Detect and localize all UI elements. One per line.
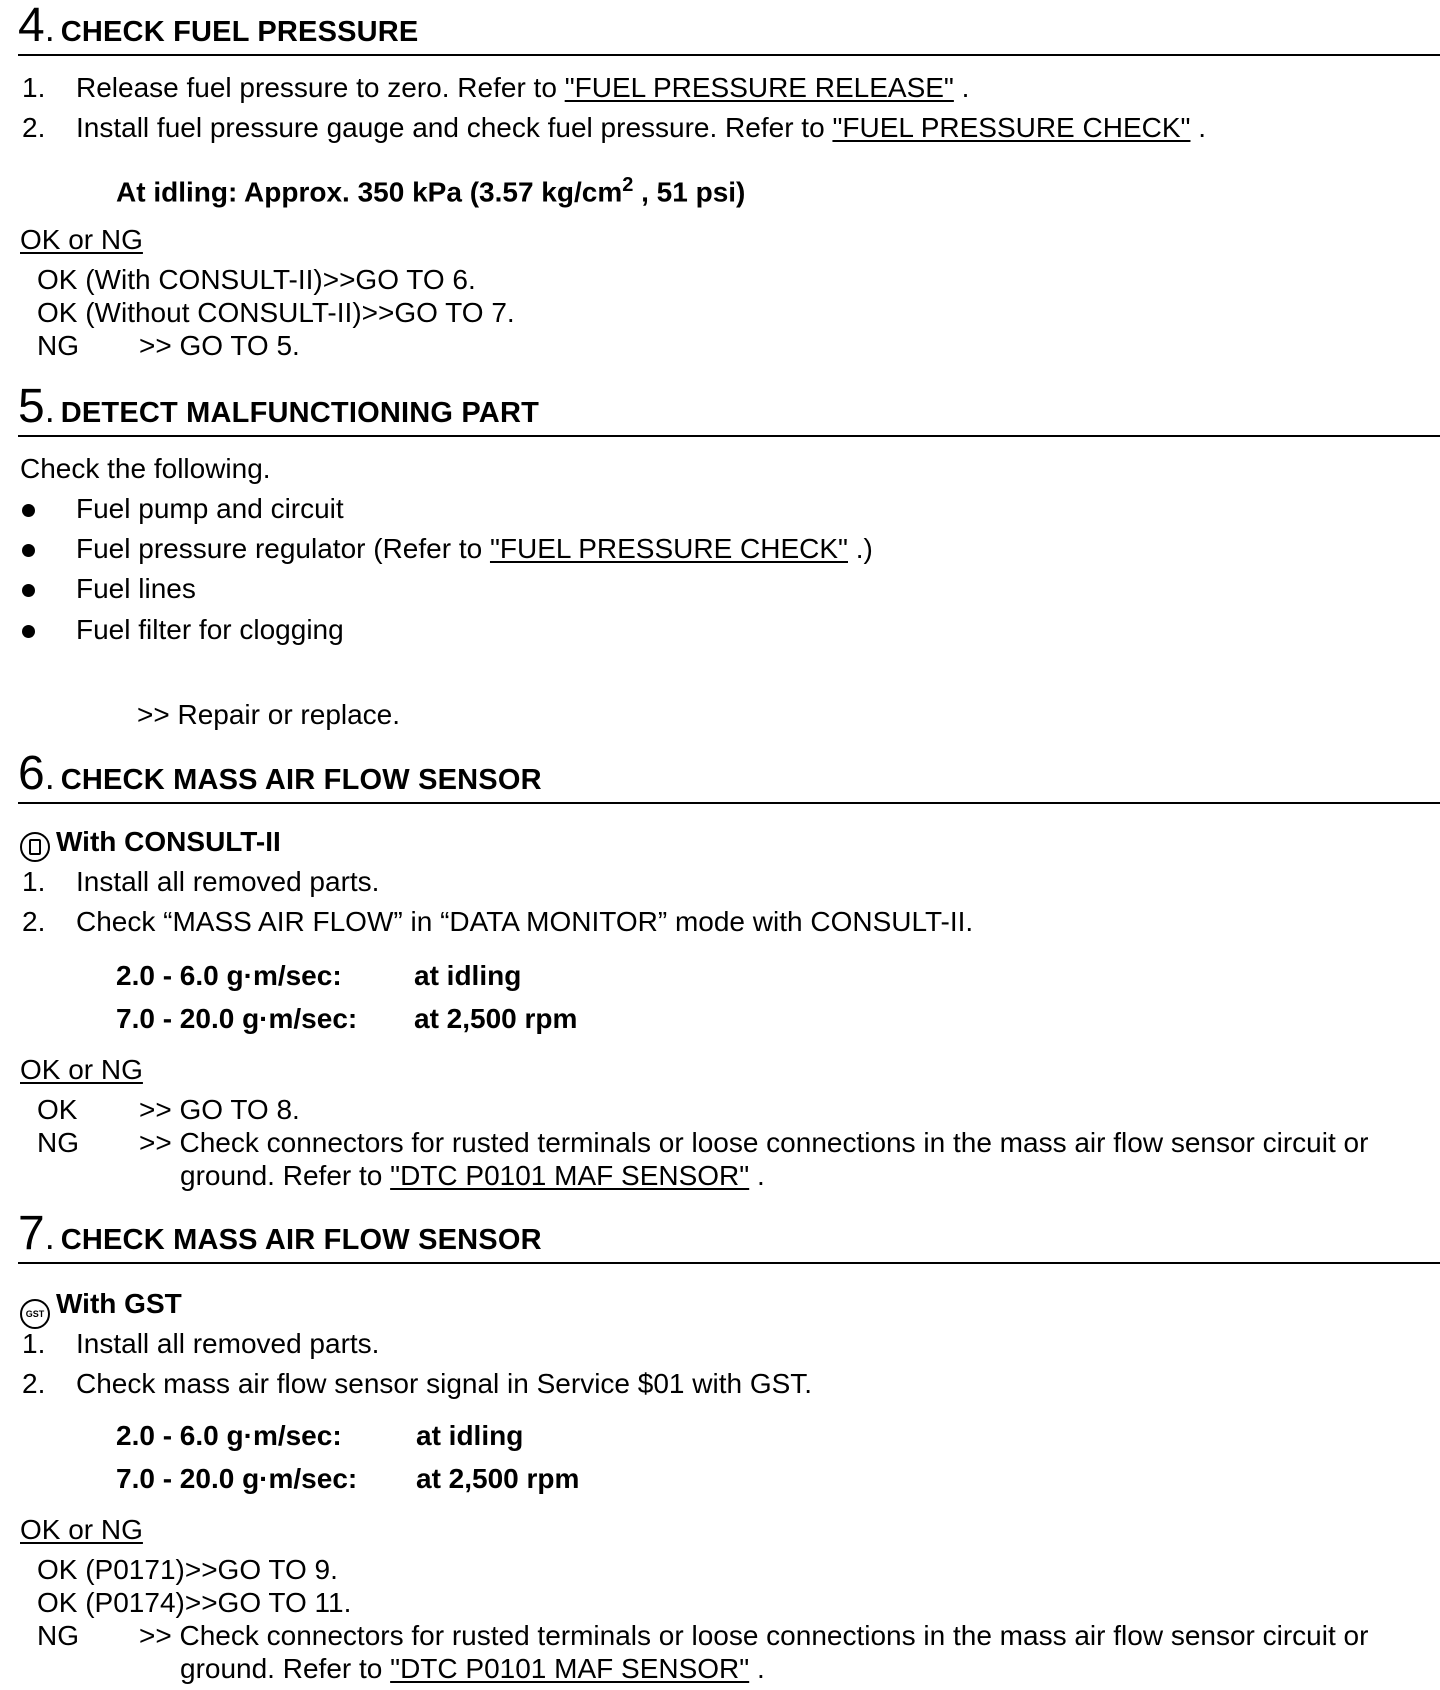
consult-ii-icon — [20, 832, 50, 862]
spec-condition: at idling — [414, 960, 522, 991]
spec-value: 2.0 - 6.0 g·m/sec: — [116, 1420, 342, 1451]
section-4-number: 4. — [18, 0, 55, 52]
result-ok-consult: OK (With CONSULT-II)>>GO TO 6. — [37, 264, 476, 295]
section-4-header — [18, 2, 1440, 56]
result-action: >> Check connectors for rusted terminals or loose connections in the mass air flow sensor circuit or — [139, 1127, 1369, 1158]
section-5-number: 5. — [18, 380, 55, 433]
list-item-text: Fuel lines — [76, 573, 196, 604]
consult-mode-heading: With CONSULT-II — [20, 826, 281, 862]
spec-value: 7.0 - 20.0 g·m/sec: — [116, 1003, 358, 1034]
gst-mode-heading: GST With GST — [20, 1288, 182, 1329]
section-5-header — [18, 380, 1440, 437]
spec-condition: at 2,500 rpm — [414, 1003, 578, 1034]
ok-or-ng-label: OK or NG — [20, 1514, 143, 1545]
step-text: Install all removed parts. — [76, 866, 380, 897]
section-6-title: CHECK MASS AIR FLOW SENSOR — [60, 764, 542, 796]
maf-spec-2500 — [116, 1463, 580, 1495]
section-4-steps — [18, 72, 1440, 172]
step-text: Check “MASS AIR FLOW” in “DATA MONITOR” mode with CONSULT-II. — [76, 906, 974, 937]
maf-spec-2500 — [116, 1003, 578, 1035]
fuel-pressure-spec: At idling: Approx. 350 kPa (3.57 $kg/cm^2$ , 51 psi) — [116, 174, 746, 208]
step-number: 2. — [22, 906, 46, 937]
bullet-icon — [22, 504, 35, 517]
list-item-text: Fuel pressure regulator (Refer to "FUEL PRESSURE CHECK" .) — [76, 533, 873, 564]
spec-value: 2.0 - 6.0 g·m/sec: — [116, 960, 342, 991]
fuel-pressure-check-link[interactable]: "FUEL PRESSURE CHECK" — [832, 112, 1191, 143]
bullet-icon — [22, 544, 35, 557]
result-action: >> GO TO 8. — [139, 1094, 300, 1125]
check-intro: Check the following. — [20, 453, 271, 484]
result-ok-p0171: OK (P0171)>>GO TO 9. — [37, 1554, 338, 1585]
step-number: 2. — [22, 112, 46, 143]
step-text: Install all removed parts. — [76, 1328, 380, 1359]
section-6-number: 6. — [18, 747, 55, 800]
list-item-text: Fuel filter for clogging — [76, 614, 344, 645]
step-number: 1. — [22, 72, 46, 103]
section-4 — [18, 2, 1440, 56]
result-action: >> Check connectors for rusted terminals or loose connections in the mass air flow sensor circuit or — [139, 1620, 1369, 1651]
repair-action: >> Repair or replace. — [137, 699, 401, 730]
section-5 — [18, 380, 1440, 437]
result-label: NG — [37, 1127, 79, 1158]
section-7-number: 7. — [18, 1207, 55, 1260]
section-7 — [18, 1207, 1440, 1264]
maf-spec-idle — [116, 1420, 524, 1452]
list-item-text: Fuel pump and circuit — [76, 493, 344, 524]
result-ok-no-consult: OK (Without CONSULT-II)>>GO TO 7. — [37, 297, 515, 328]
step-text: Release fuel pressure to zero. Refer to "FUEL PRESSURE RELEASE" . — [76, 72, 970, 103]
result-ok-p0174: OK (P0174)>>GO TO 11. — [37, 1587, 352, 1618]
gst-icon: GST — [20, 1299, 50, 1329]
result-label: NG — [37, 330, 79, 361]
section-7-title: CHECK MASS AIR FLOW SENSOR — [60, 1224, 542, 1256]
step-text: Install fuel pressure gauge and check fuel pressure. Refer to "FUEL PRESSURE CHECK" . — [76, 112, 1207, 143]
spec-value: 7.0 - 20.0 g·m/sec: — [116, 1463, 358, 1494]
step-text: Check mass air flow sensor signal in Service $01 with GST. — [76, 1368, 813, 1399]
result-ng-continued: ground. Refer to "DTC P0101 MAF SENSOR" . — [180, 1160, 765, 1191]
section-5-title: DETECT MALFUNCTIONING PART — [60, 397, 540, 429]
bullet-icon — [22, 625, 35, 638]
check-list — [18, 493, 1440, 653]
ok-or-ng-label: OK or NG — [20, 1054, 143, 1085]
step-number: 1. — [22, 866, 46, 897]
spec-condition: at idling — [416, 1420, 524, 1451]
step-number: 2. — [22, 1368, 46, 1399]
section-7-steps — [18, 1328, 1440, 1408]
dtc-p0101-maf-sensor-link[interactable]: "DTC P0101 MAF SENSOR" — [390, 1160, 750, 1191]
section-4-title: CHECK FUEL PRESSURE — [60, 16, 419, 48]
result-label: NG — [37, 1620, 79, 1651]
ok-or-ng-label: OK or NG — [20, 224, 143, 255]
bullet-icon — [22, 584, 35, 597]
spec-condition: at 2,500 rpm — [416, 1463, 580, 1494]
section-6 — [18, 747, 1440, 804]
section-6-steps — [18, 866, 1440, 946]
fuel-pressure-release-link[interactable]: "FUEL PRESSURE RELEASE" — [564, 72, 954, 103]
section-7-header — [18, 1207, 1440, 1264]
fuel-pressure-check-link[interactable]: "FUEL PRESSURE CHECK" — [489, 533, 848, 564]
result-ng-continued: ground. Refer to "DTC P0101 MAF SENSOR" . — [180, 1653, 765, 1684]
result-label: OK — [37, 1094, 78, 1125]
section-6-header — [18, 747, 1440, 804]
maf-spec-idle — [116, 960, 522, 992]
step-number: 1. — [22, 1328, 46, 1359]
dtc-p0101-maf-sensor-link[interactable]: "DTC P0101 MAF SENSOR" — [390, 1653, 750, 1684]
result-action: >> GO TO 5. — [139, 330, 300, 361]
